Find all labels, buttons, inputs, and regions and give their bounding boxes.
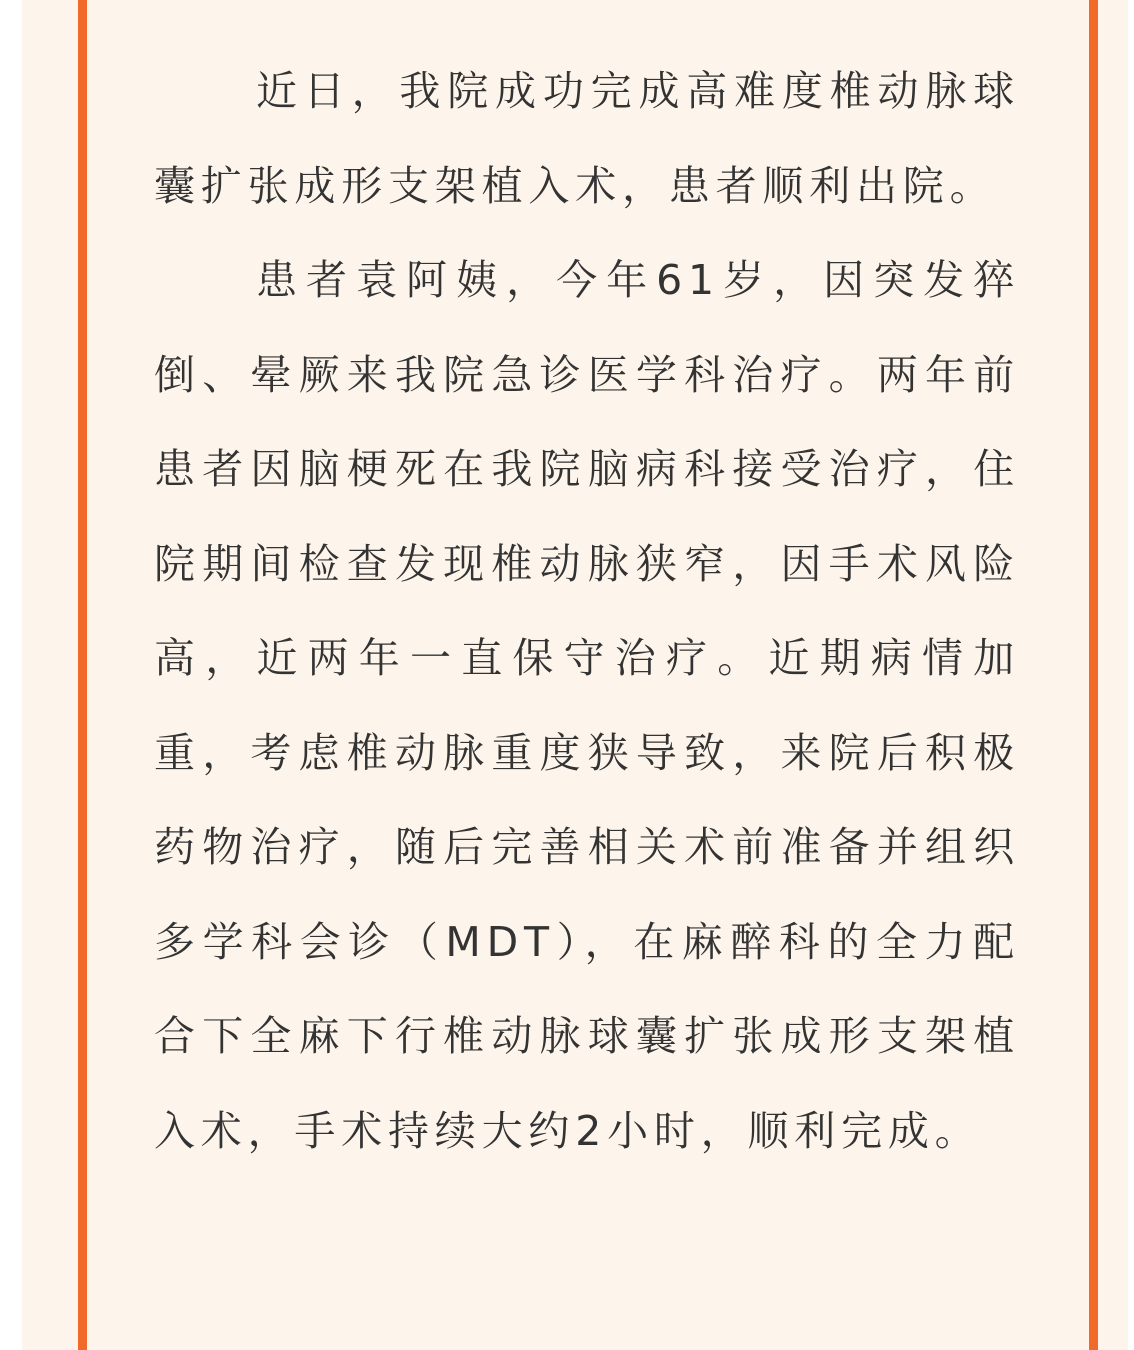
article-paragraph-case: 患者袁阿姨，今年61岁，因突发猝倒、晕厥来我院急诊医学科治疗。两年前患者因脑梗死在我院脑病科接受治疗，住院期间检查发现椎动脉狭窄，因手术风险高，近两年一直保守治疗。近期病情加重，考虑椎动脉重度狭导致，来院后积极药物治疗，随后完善相关术前准备并组织多学科会诊（MDT），在麻醉科的全力配合下全麻下行椎动脉球囊扩张成形支架植入术，手术持续大约2小时，顺利完成。 — [154, 256, 1020, 1155]
left-accent-border — [78, 0, 87, 1350]
article-body — [154, 44, 1020, 1178]
article-paragraph-intro: 近日，我院成功完成高难度椎动脉球囊扩张成形支架植入术，患者顺利出院。 — [154, 67, 1020, 210]
right-accent-border — [1089, 0, 1098, 1350]
